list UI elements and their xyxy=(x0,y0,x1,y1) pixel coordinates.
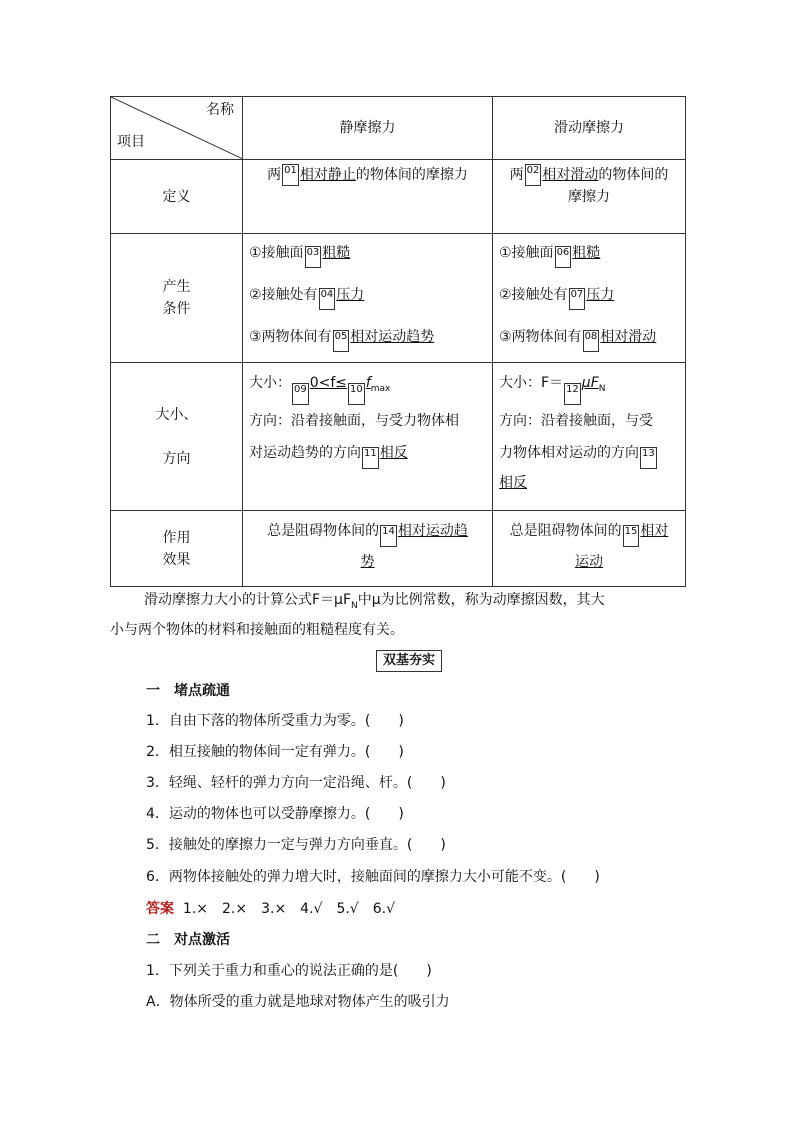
answer: 相对静止 xyxy=(299,167,356,183)
row-label-definition: 定义 xyxy=(111,160,243,234)
static-size-direction: 大小： 09 0<f≤ 10 $f_{max}$ 方向：沿着接触面，与受力物体相 对运动趋势的方向 11 相反 xyxy=(243,363,493,511)
note-paragraph-line2: 小与两个物体的材料和接触面的粗糙程度有关。 xyxy=(110,622,404,638)
answer-label: 答案 xyxy=(146,901,174,917)
section-heading-2: 二 对点激活 xyxy=(146,932,230,948)
blank-number: 01 xyxy=(282,164,299,186)
table-corner-cell xyxy=(111,97,243,160)
question-2-1: 1．下列关于重力和重心的说法正确的是( ) xyxy=(146,963,432,979)
option-a: A．物体所受的重力就是地球对物体产生的吸引力 xyxy=(146,994,450,1010)
sliding-conditions: ①接触面 06 粗糙 ②接触处有 07 压力 ③两物体间有 08 相对滑动 xyxy=(493,234,686,363)
static-effect: 总是阻碍物体间的 14 相对运动趋 势 xyxy=(243,511,493,587)
question-3: 3．轻绳、轻杆的弹力方向一定沿绳、杆。( ) xyxy=(146,775,446,791)
sliding-definition: 两 02 相对滑动的物体间的 摩擦力 xyxy=(493,160,686,234)
note-paragraph: 滑动摩擦力大小的计算公式$F=\mu F_N$中μ为比例常数，称为动摩擦因数，其大 xyxy=(144,592,605,611)
section-badge: 双基夯实 xyxy=(376,650,442,672)
answer: 相对滑动 xyxy=(542,167,599,183)
question-1: 1．自由下落的物体所受重力为零。( ) xyxy=(146,713,404,729)
row-label-condition: 产生 条件 xyxy=(111,234,243,363)
friction-comparison-table xyxy=(110,96,686,587)
sliding-effect: 总是阻碍物体间的 15 相对 运动 xyxy=(493,511,686,587)
header-item: 项目 xyxy=(117,134,145,150)
sliding-size-direction: 大小：F＝ 12 $\mu F_N$ 方向：沿着接触面，与受 力物体相对运动的方向 13 相反 xyxy=(493,363,686,511)
static-conditions: ①接触面 03 粗糙 ②接触处有 04 压力 ③两物体间有 05 相对运动趋势 xyxy=(243,234,493,363)
section-heading-1: 一 堵点疏通 xyxy=(146,683,230,699)
static-definition: 两 01 相对静止的物体间的摩擦力 xyxy=(243,160,493,234)
answer-line xyxy=(146,898,395,918)
blank-number: 02 xyxy=(525,164,542,186)
row-label-size-direction: 大小、 方向 xyxy=(111,363,243,511)
col-sliding-friction: 滑动摩擦力 xyxy=(493,97,686,160)
question-4: 4．运动的物体也可以受静摩擦力。( ) xyxy=(146,806,404,822)
question-2: 2．相互接触的物体间一定有弹力。( ) xyxy=(146,744,404,760)
question-5: 5．接触处的摩擦力一定与弹力方向垂直。( ) xyxy=(146,837,446,853)
header-name: 名称 xyxy=(206,102,234,118)
row-label-effect: 作用 效果 xyxy=(111,511,243,587)
answer-text: 1.× 2.× 3.× 4.√ 5.√ 6.√ xyxy=(182,901,396,917)
question-6: 6．两物体接触处的弹力增大时，接触面间的摩擦力大小可能不变。( ) xyxy=(146,869,600,885)
col-static-friction: 静摩擦力 xyxy=(243,97,493,160)
